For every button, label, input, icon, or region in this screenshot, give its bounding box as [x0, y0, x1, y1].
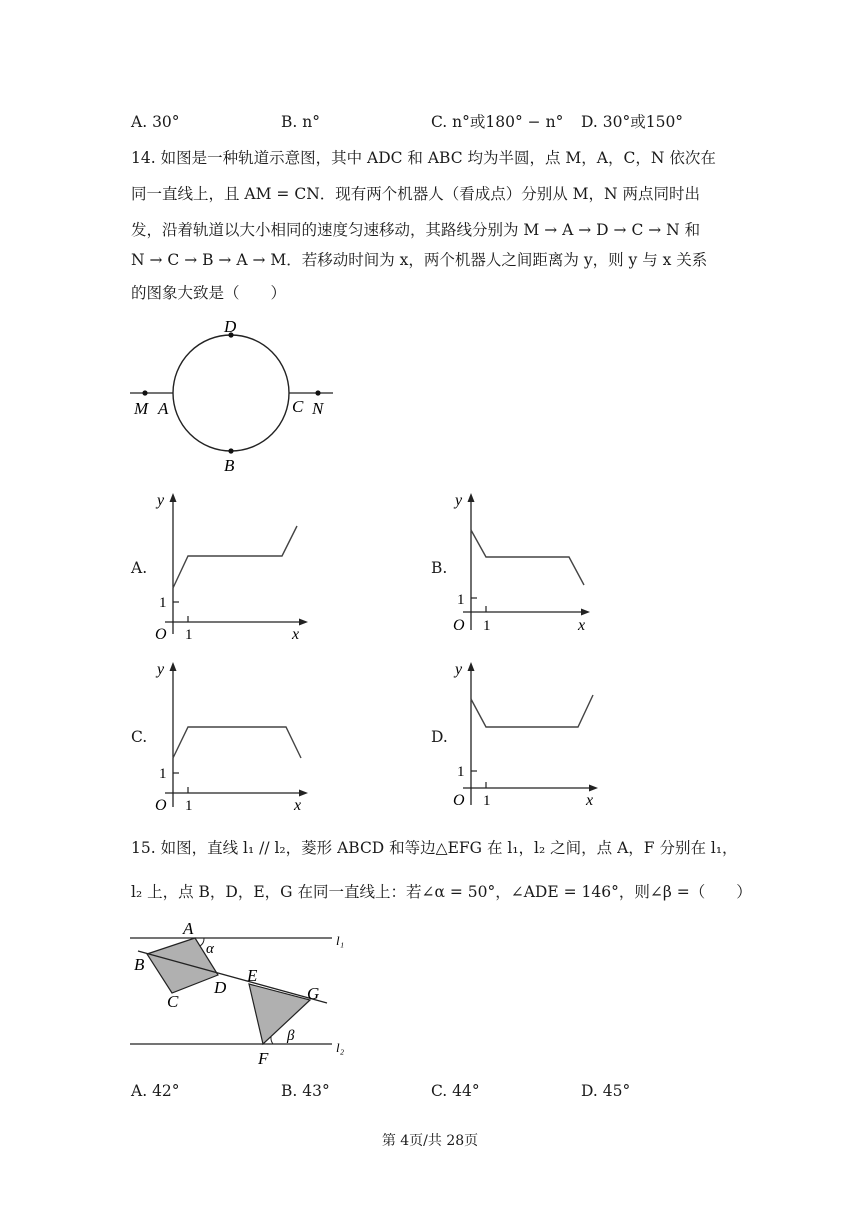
label-l2: l₂ — [336, 1040, 345, 1055]
q15-option-c: C. 44° — [431, 1082, 480, 1100]
svg-text:1: 1 — [483, 793, 491, 809]
label-n: N — [312, 399, 324, 418]
svg-text:x: x — [578, 617, 586, 634]
label-E: E — [247, 966, 258, 985]
svg-text:x: x — [294, 797, 302, 812]
graph-d-key: D. — [431, 728, 448, 746]
q15-line-2: l₂ 上，点 B，D，E，G 在同一直线上：若∠α = 50°，∠ADE = 146°，则∠β =（ ） — [131, 883, 752, 901]
svg-text:x: x — [586, 792, 594, 809]
rhombus-triangle-diagram — [125, 920, 355, 1068]
q15-line-1: 15. 如图，直线 l₁ // l₂，菱形 ABCD 和等边△EFG 在 l₁，l₂ 之间，点 A，F 分别在 l₁， — [131, 839, 738, 857]
svg-text:1: 1 — [159, 766, 167, 782]
q14-line-2: 同一直线上，且 AM = CN．现有两个机器人（看成点）分别从 M，N 两点同时出 — [131, 185, 701, 203]
svg-text:O: O — [453, 617, 465, 634]
label-C: C — [167, 992, 179, 1011]
q13-option-d: D. 30°或150° — [581, 113, 684, 131]
svg-text:O: O — [453, 792, 465, 809]
graph-b-key: B. — [431, 559, 448, 577]
svg-text:O: O — [155, 626, 167, 640]
svg-text:1: 1 — [457, 592, 465, 608]
graph-a — [145, 488, 320, 640]
label-b: B — [224, 456, 235, 475]
svg-text:y: y — [455, 492, 463, 509]
svg-text:y: y — [455, 661, 463, 678]
q14-line-1: 14. 如图是一种轨道示意图，其中 ADC 和 ABC 均为半圆，点 M，A，C，N 依次在 — [131, 149, 716, 167]
svg-text:1: 1 — [185, 798, 193, 812]
svg-text:y: y — [157, 661, 165, 678]
svg-text:O: O — [155, 797, 167, 812]
graph-a-key: A. — [131, 559, 148, 577]
label-A: A — [183, 920, 194, 938]
q13-option-c: C. n°或180° − n° — [431, 113, 564, 131]
svg-text:y: y — [157, 492, 165, 509]
label-l1: l₁ — [336, 933, 345, 948]
q14-line-3: 发，沿着轨道以大小相同的速度匀速移动，其路线分别为 M → A → D → C → N 和 — [131, 221, 701, 239]
q15-option-a: A. 42° — [131, 1082, 180, 1100]
label-B: B — [134, 955, 145, 974]
svg-text:1: 1 — [159, 595, 167, 611]
q13-option-b: B. n° — [281, 113, 320, 131]
graph-c-key: C. — [131, 728, 148, 746]
graph-b — [445, 488, 620, 640]
svg-text:x: x — [292, 626, 300, 640]
label-beta: β — [287, 1028, 295, 1044]
label-c: C — [292, 397, 304, 416]
graph-d — [445, 657, 620, 809]
label-a: A — [158, 399, 169, 418]
label-alpha: α — [206, 941, 214, 957]
q15-option-d: D. 45° — [581, 1082, 631, 1100]
page-footer: 第 4页/共 28页 — [381, 1133, 479, 1149]
label-d: D — [224, 317, 237, 336]
q14-line-5: 的图象大致是（ ） — [131, 284, 287, 302]
label-G: G — [307, 984, 320, 1003]
svg-text:1: 1 — [483, 618, 491, 634]
svg-text:1: 1 — [185, 627, 193, 640]
label-D: D — [214, 978, 227, 997]
label-F: F — [258, 1049, 269, 1068]
label-m: M — [134, 399, 149, 418]
q13-option-a: A. 30° — [131, 113, 180, 131]
q14-line-4: N → C → B → A → M．若移动时间为 x，两个机器人之间距离为 y，则 y 与 x 关系 — [131, 251, 708, 269]
graph-c — [145, 657, 320, 812]
track-diagram — [125, 315, 345, 475]
svg-text:1: 1 — [457, 764, 465, 780]
q15-option-b: B. 43° — [281, 1082, 330, 1100]
